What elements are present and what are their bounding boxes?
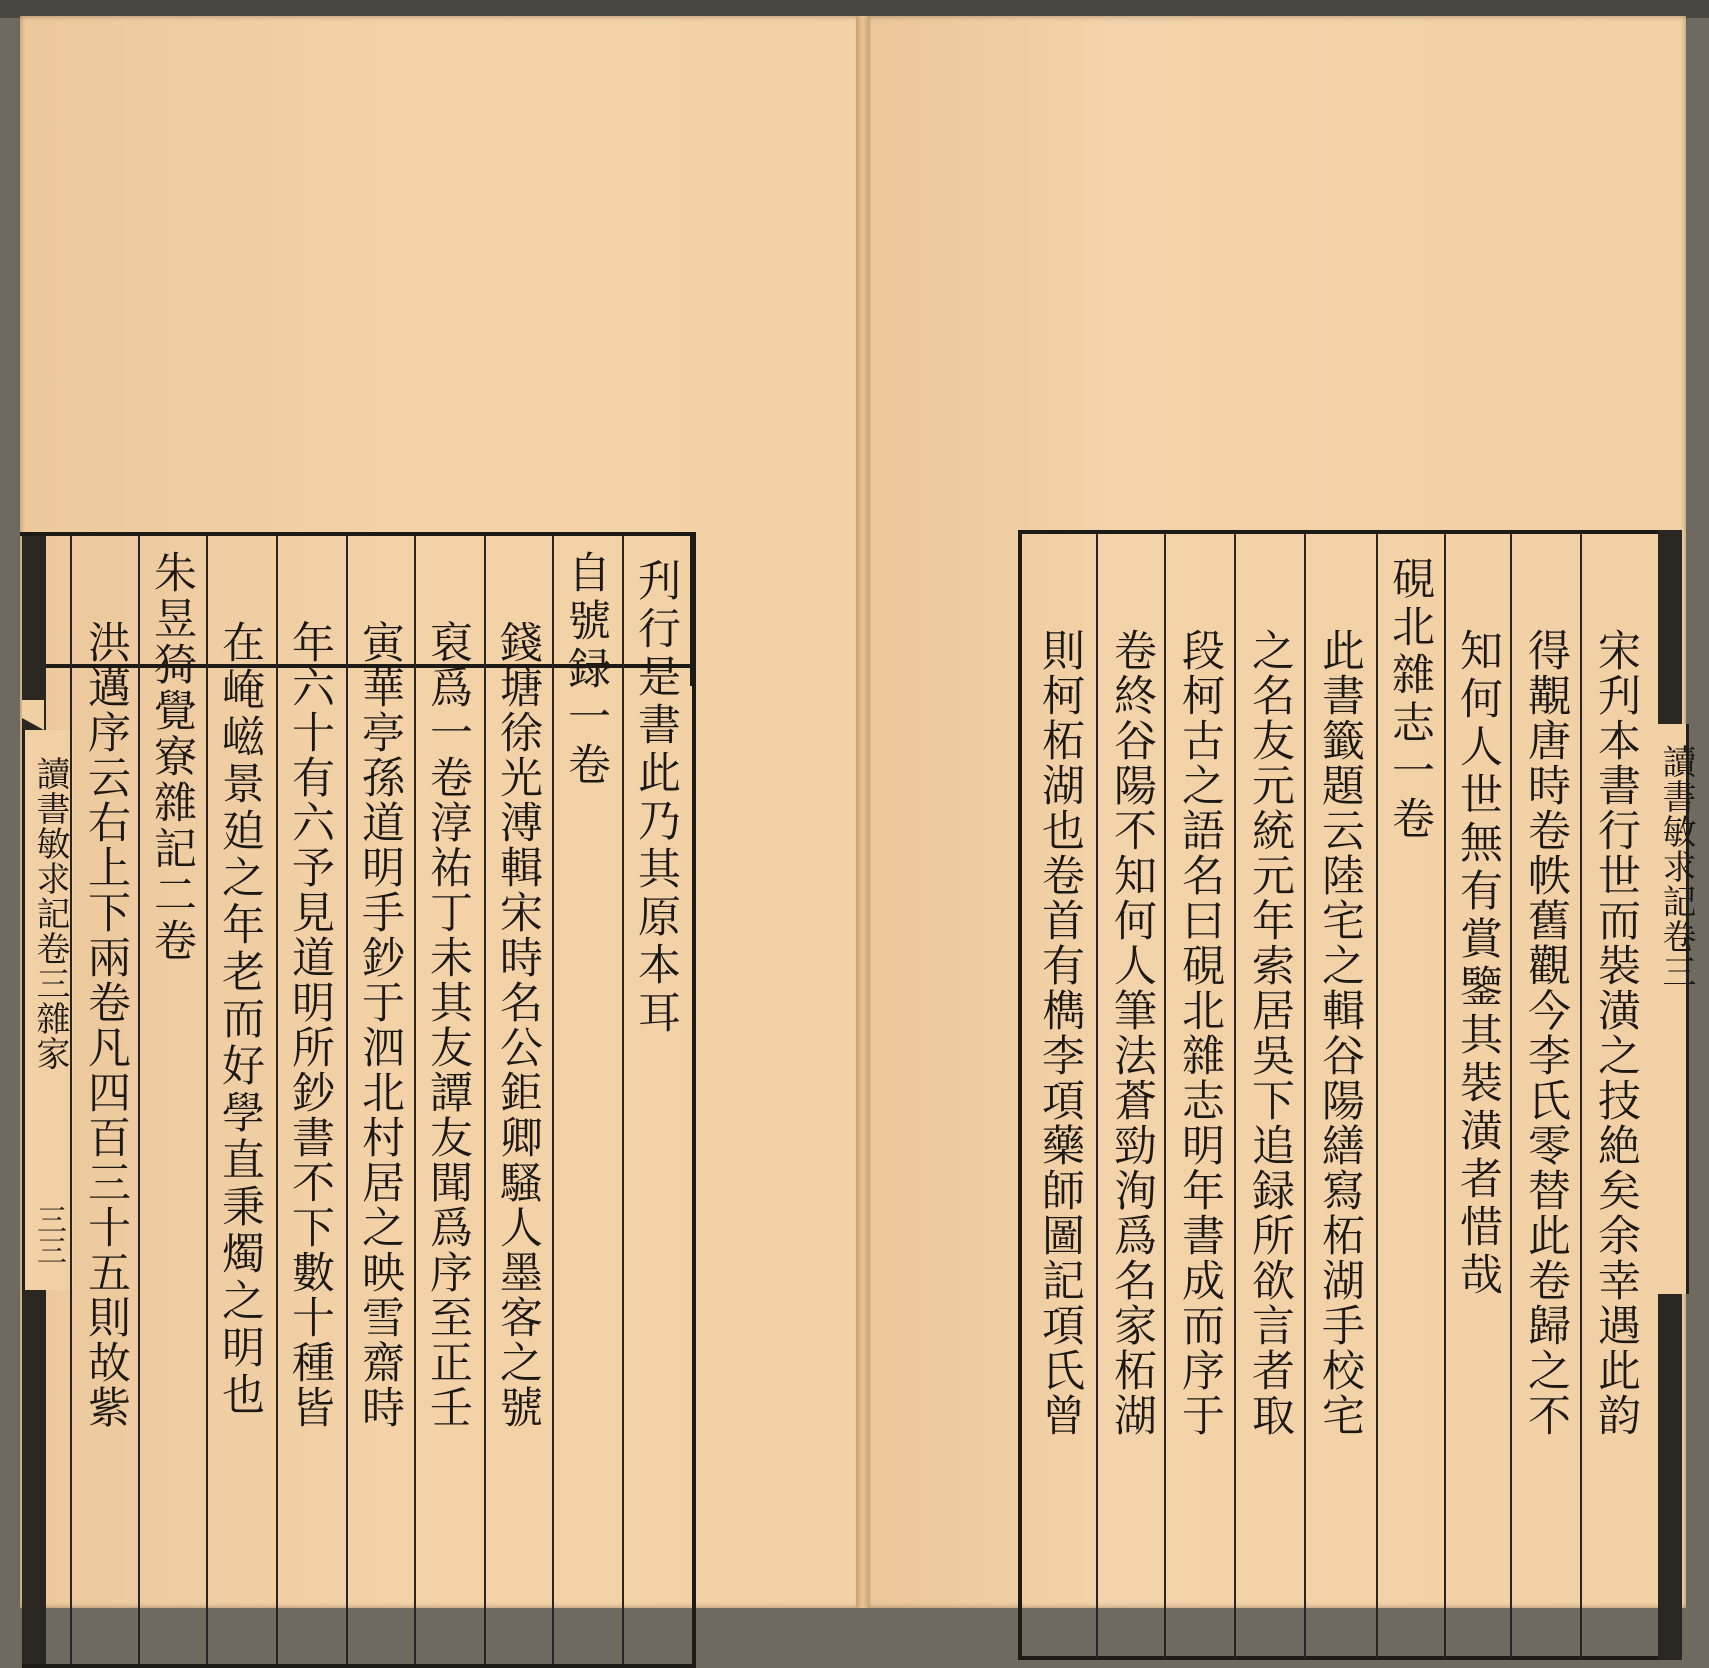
left-rule-3 xyxy=(484,536,486,1664)
left-column-1: 刋行是書此乃其原本耳 xyxy=(631,558,681,1038)
left-rule-6 xyxy=(276,536,278,1664)
left-rule-5 xyxy=(346,536,348,1664)
right-column-7: 段柯古之語名曰硯北雜志明年書成而序于 xyxy=(1175,628,1225,1438)
left-column-2-heading: 自號録一卷 xyxy=(561,550,611,790)
left-rule-9 xyxy=(70,536,72,1664)
right-rule-7 xyxy=(1164,534,1166,1658)
right-rule-5 xyxy=(1304,534,1306,1658)
left-column-4: 裒爲一卷淳祐丁未其友譚友聞爲序至正壬 xyxy=(423,620,473,1430)
right-rule-2 xyxy=(1510,534,1512,1658)
left-rule-8 xyxy=(138,536,140,1664)
right-rule-3 xyxy=(1444,534,1446,1658)
left-lower-black-edge xyxy=(22,1290,46,1664)
right-column-8: 卷終谷陽不知何人筆法蒼勁洵爲名家柘湖 xyxy=(1107,628,1157,1438)
right-rule-8 xyxy=(1096,534,1098,1658)
left-folio: 三三 xyxy=(31,1204,66,1266)
right-column-6: 之名友元統元年索居吳下追録所欲言者取 xyxy=(1245,628,1295,1438)
book-gutter xyxy=(856,16,870,1608)
left-column-9: 洪邁序云右上下兩卷凡四百三十五則故紫 xyxy=(81,620,131,1430)
left-column-5: 寅華亭孫道明手鈔于泗北村居之映雪齋時 xyxy=(355,620,405,1430)
left-rule-1 xyxy=(622,536,624,1664)
right-column-5: 此書籤題云陸宅之輯谷陽繕寫柘湖手校宅 xyxy=(1315,628,1365,1438)
right-rule-4 xyxy=(1376,534,1378,1658)
right-column-2: 得覯唐時卷帙舊觀今李氏零替此卷歸之不 xyxy=(1521,628,1571,1438)
left-column-6: 年六十有六予見道明所鈔書不下數十種皆 xyxy=(285,620,335,1430)
left-rule-2 xyxy=(552,536,554,1664)
left-rule-7 xyxy=(206,536,208,1664)
left-column-3: 錢塘徐光溥輯宋時名公鉅卿騷人墨客之號 xyxy=(493,620,543,1430)
right-column-3: 知何人世無有賞鑒其裝潢者惜哉 xyxy=(1453,628,1503,1300)
left-column-7: 在崦嵫景廹之年老而好學直秉燭之明也 xyxy=(215,620,265,1419)
right-column-4-heading: 硯北雜志一卷 xyxy=(1385,556,1435,844)
left-margin-title: 讀書敏求記卷三雜家 xyxy=(30,756,70,1071)
right-column-9: 則柯柘湖也卷首有檇李項藥師圖記項氏曾 xyxy=(1035,628,1085,1438)
left-rule-4 xyxy=(414,536,416,1664)
right-margin-title: 讀書敏求記卷三 xyxy=(1656,744,1696,989)
left-column-8-heading: 朱昱猗覺寮雜記二卷 xyxy=(147,550,197,964)
right-column-1: 宋刋本書行世而裝潢之技絶矣余幸遇此韵 xyxy=(1591,628,1641,1438)
right-rule-6 xyxy=(1234,534,1236,1658)
right-rule-1 xyxy=(1580,534,1582,1658)
